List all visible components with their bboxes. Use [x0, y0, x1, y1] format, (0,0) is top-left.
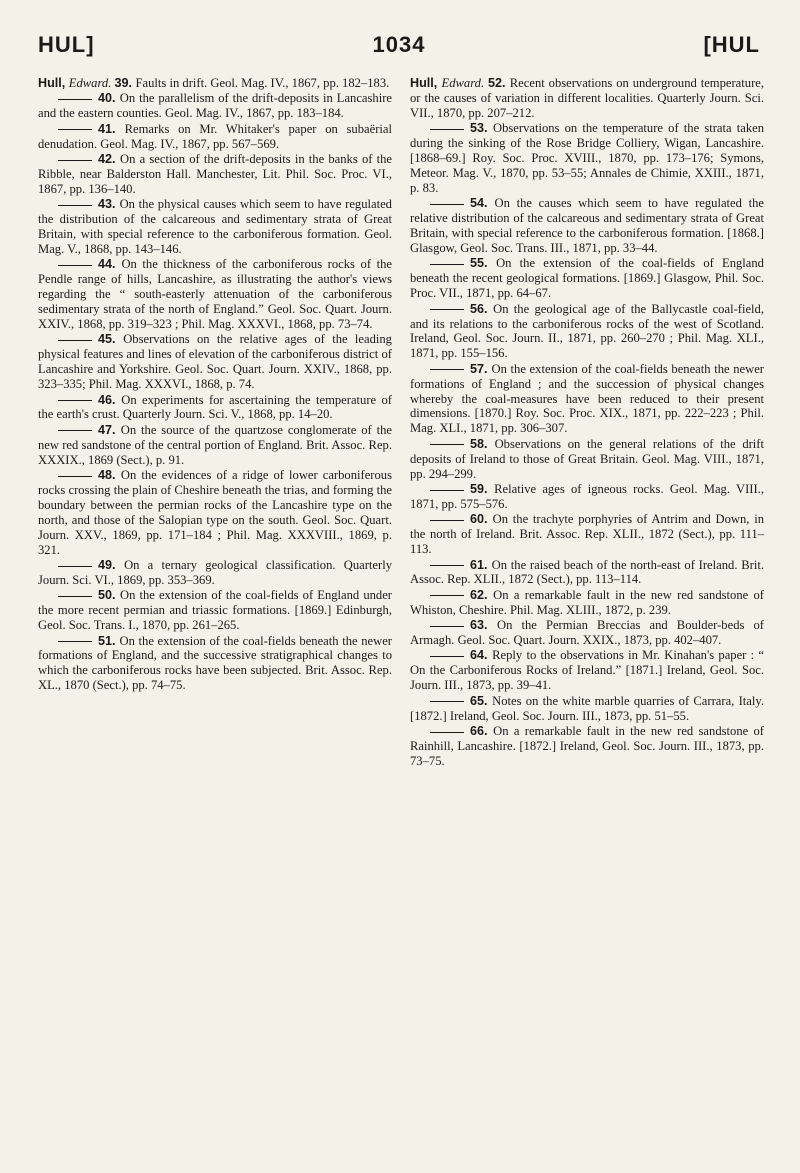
- author-surname: Hull,: [410, 76, 442, 90]
- ditto-dash: [58, 160, 92, 161]
- entry-text: On a section of the drift-deposits in the banks of the Ribble, near Balderston Hall. Manchester, Lit. Phil. Soc. Proc. VI., 1867, pp. 136–140.: [38, 152, 392, 196]
- ditto-dash: [58, 205, 92, 206]
- entry-text: Notes on the white marble quarries of Carrara, Italy. [1872.] Ireland, Geol. Soc. Journ. III., 1873, pp. 51–55.: [410, 693, 764, 723]
- bibliography-entry: [410, 512, 764, 557]
- header-left: HUL]: [38, 32, 95, 57]
- entry-text: On the trachyte porphyries of Antrim and Down, in the north of Ireland. Brit. Assoc. Rep. XLII., 1872 (Sect.), pp. 111–113.: [410, 512, 764, 557]
- entry-text: On the extension of the coal-fields of England under the more recent permian and triassic formations. [1869.] Edinburgh, Geol. Soc. Trans. I., 1870, pp. 261–265.: [38, 588, 392, 633]
- entry-text: Observations on the temperature of the strata taken during the sinking of the Rose Bridge Colliery, Wigan, Lancashire. [1868–69.] Roy. Soc. Proc. XVIII., 1870, pp. 173–176; Symons, Meteor. Mag. V., 1870, pp. 53–55; Annales de Chimie, XXIII., 1871, p. 83.: [410, 121, 765, 195]
- bibliography-entry: [38, 197, 392, 257]
- right-column: [410, 76, 764, 769]
- bibliography-entry: [38, 423, 392, 468]
- entry-text: Recent observations on underground temperature, or the causes of variation in different localities. Quarterly Journ. Sci. VII., 1870, pp. 207–212.: [410, 76, 764, 120]
- header-right: [HUL: [703, 32, 760, 57]
- bibliography-entry: [410, 618, 764, 648]
- bibliography-entry: [410, 558, 764, 588]
- ditto-dash: [430, 732, 464, 733]
- entry-text: On the evidences of a ridge of lower carboniferous rocks crossing the plain of Cheshire beneath the trias, and forming the boundary between the permian rocks of the Lancashire type on the north, and those of the Salopian type on the south. Geol. Soc. Quart. Journ. XXV., 1869, pp. 171–184 ; Phil. Mag. XXXVIII., 1869, p. 321.: [38, 468, 392, 557]
- entry-text: Observations on the general relations of the drift deposits of Ireland to those of Great Britain. Geol. Mag. VIII., 1871, pp. 294–299.: [410, 436, 764, 481]
- entry-text: On a ternary geological classification. Quarterly Journ. Sci. VI., 1869, pp. 353–369.: [38, 558, 392, 587]
- entry-number: 44.: [98, 257, 122, 272]
- entry-text: Reply to the observations in Mr. Kinahan's paper : “ On the Carboniferous Rocks of Ireland.” [1871.] Ireland, Geol. Soc. Journ. III., 1873, pp. 39–41.: [410, 648, 764, 693]
- ditto-dash: [58, 476, 92, 477]
- entry-number: 58.: [470, 436, 495, 451]
- ditto-dash: [58, 265, 92, 266]
- ditto-dash: [430, 490, 464, 491]
- ditto-dash: [430, 204, 464, 205]
- bibliography-entry: [410, 724, 764, 769]
- entry-number: 56.: [470, 301, 494, 316]
- entry-number: 66.: [470, 723, 494, 738]
- ditto-dash: [430, 595, 464, 596]
- entry-text: On the geological age of the Ballycastle coal-field, and its relations to the carboniferous rocks of the west of Scotland. Ireland, Geol. Soc. Journ. II., 1871, pp. 260–270 ; Phil. Mag. XLI., 1871, pp. 155–156.: [410, 301, 764, 361]
- author-forename: Edward.: [441, 76, 489, 90]
- entry-number: 53.: [470, 121, 494, 136]
- bibliography-entry: [410, 256, 764, 301]
- entry-text: On the extension of the coal-fields beneath the newer formations of England ; and the succession of physical changes whereby the coal-measures have been reduced to their present dimensions. [1870.] Roy. Soc. Proc. XIX., 1871, pp. 222–223 ; Phil. Mag. XLI., 1871, pp. 306–307.: [410, 361, 764, 436]
- ditto-dash: [430, 264, 464, 265]
- entry-number: 64.: [470, 648, 493, 663]
- entry-text: On the extension of the coal-fields beneath the newer formations of England, and the successive stratigraphical changes to which the carboniferous rocks have been subjected. Brit. Assoc. Rep. XL., 1870 (Sect.), pp. 74–75.: [38, 633, 392, 693]
- entry-number: 52.: [488, 76, 510, 90]
- entry-text: On the Permian Breccias and Boulder-beds of Armagh. Geol. Soc. Quart. Journ. XXIX., 1873, pp. 402–407.: [410, 618, 764, 648]
- entry-number: 41.: [98, 121, 125, 136]
- entry-text: On experiments for ascertaining the temperature of the earth's crust. Quarterly Journ. Sci. V., 1868, pp. 14–20.: [38, 392, 392, 422]
- entry-number: 59.: [470, 481, 495, 496]
- entry-number: 45.: [98, 332, 124, 347]
- ditto-dash: [430, 369, 464, 370]
- bibliography-entry: [410, 482, 764, 512]
- entry-number: 62.: [470, 587, 494, 602]
- bibliography-entry: [38, 588, 392, 633]
- ditto-dash: [430, 656, 464, 657]
- entry-number: 65.: [470, 693, 493, 708]
- bibliography-entry: [410, 694, 764, 724]
- entry-number: 49.: [98, 558, 125, 572]
- entry-text: On the causes which seem to have regulated the relative distribution of the calcareous and sedimentary strata of Great Britain, with special reference to the carboniferous formation. [1868.] Glasgow, Geol. Soc. Trans. III., 1871, pp. 33–44.: [410, 196, 764, 255]
- bibliography-entry: [410, 362, 764, 437]
- page-header: [38, 32, 760, 62]
- bibliography-entry: [38, 257, 392, 332]
- bibliography-entry: [38, 332, 392, 392]
- entry-text: On the source of the quartzose conglomerate of the new red sandstone of the central portion of England. Brit. Assoc. Rep. XXXIX., 1869 (Sect.), p. 91.: [38, 422, 392, 467]
- entry-number: 63.: [470, 618, 497, 633]
- entry-text: On a remarkable fault in the new red sandstone of Rainhill, Lancashire. [1872.] Ireland, Geol. Soc. Journ. III., 1873, pp. 73–75.: [410, 723, 764, 768]
- entry-number: 54.: [470, 196, 495, 211]
- bibliography-entry: [38, 634, 392, 694]
- entry-number: 47.: [98, 422, 121, 437]
- ditto-dash: [430, 444, 464, 445]
- ditto-dash: [58, 641, 92, 642]
- entry-number: 51.: [98, 633, 120, 648]
- page-number: 1034: [372, 32, 426, 57]
- bibliography-entry: [38, 393, 392, 423]
- bibliography-entry: [410, 76, 764, 121]
- author-forename: Edward.: [68, 76, 115, 90]
- entry-text: On the raised beach of the north-east of Ireland. Brit. Assoc. Rep. XLII., 1872 (Sect.), pp. 113–114.: [410, 557, 764, 587]
- entry-number: 46.: [98, 392, 122, 407]
- ditto-dash: [430, 701, 464, 702]
- bibliography-entry: [38, 122, 392, 152]
- ditto-dash: [430, 129, 464, 130]
- bibliography-entry: [410, 121, 764, 196]
- bibliography-entry: [38, 152, 392, 197]
- entry-text: Relative ages of igneous rocks. Geol. Mag. VIII., 1871, pp. 575–576.: [410, 481, 764, 511]
- bibliography-entry: [410, 437, 764, 482]
- entry-text: Faults in drift. Geol. Mag. IV., 1867, pp. 182–183.: [135, 76, 390, 90]
- bibliography-entry: [410, 196, 764, 256]
- ditto-dash: [430, 565, 464, 566]
- ditto-dash: [58, 99, 92, 100]
- entry-text: On the parallelism of the drift-deposits in Lancashire and the eastern counties. Geol. Mag. IV., 1867, pp. 183–184.: [38, 91, 392, 121]
- bibliography-entry: [410, 302, 764, 362]
- bibliography-entry: [38, 468, 392, 557]
- bibliography-entry: [38, 558, 392, 588]
- author-surname: Hull,: [38, 76, 69, 90]
- entry-number: 50.: [98, 588, 120, 603]
- ditto-dash: [58, 430, 92, 431]
- bibliography-entry: [410, 588, 764, 618]
- entry-number: 57.: [470, 361, 492, 376]
- ditto-dash: [58, 340, 92, 341]
- entry-number: 60.: [470, 512, 493, 527]
- entry-number: 61.: [470, 557, 492, 572]
- ditto-dash: [430, 520, 464, 521]
- ditto-dash: [58, 566, 92, 567]
- entry-text: On the thickness of the carboniferous rocks of the Pendle range of hills, Lancashire, as illustrating the author's views regarding the “ south-easterly attenuation of the carboniferous sedimentary strata of the north of England.” Geol. Soc. Quart. Journ. XXIV., 1868, pp. 319–323 ; Phil. Mag. XXXVI., 1868, pp. 73–74.: [38, 257, 392, 331]
- ditto-dash: [58, 129, 92, 130]
- entry-text: On the physical causes which seem to have regulated the distribution of the calcareous and sedimentary strata of Great Britain, with special reference to the carboniferous formation. Geol. Mag. V., 1868, pp. 143–146.: [38, 197, 392, 256]
- ditto-dash: [58, 400, 92, 401]
- entry-number: 40.: [98, 91, 120, 106]
- entry-text: Remarks on Mr. Whitaker's paper on subaërial denudation. Geol. Mag. IV., 1867, pp. 567–569.: [38, 121, 392, 151]
- entry-number: 42.: [98, 152, 121, 167]
- bibliography-entry: [410, 648, 764, 693]
- entry-number: 39.: [114, 76, 136, 90]
- ditto-dash: [58, 596, 92, 597]
- bibliography-entry: [38, 91, 392, 121]
- entry-number: 55.: [470, 256, 497, 271]
- entry-text: On a remarkable fault in the new red sandstone of Whiston, Cheshire. Phil. Mag. XLIII., 1872, p. 239.: [410, 587, 764, 617]
- ditto-dash: [430, 309, 464, 310]
- ditto-dash: [430, 626, 464, 627]
- entry-text: On the extension of the coal-fields of England beneath the recent geological formations. [1869.] Glasgow, Phil. Soc. Proc. VII., 1871, pp. 64–67.: [410, 256, 764, 301]
- bibliography-entry: [38, 76, 392, 91]
- entry-number: 43.: [98, 197, 120, 212]
- entry-number: 48.: [98, 468, 121, 483]
- entry-text: Observations on the relative ages of the leading physical features and lines of elevation of the carboniferous district of Lancashire and Yorkshire. Geol. Soc. Quart. Journ. XXIV., 1868, pp. 323–335; Phil. Mag. XXXVI., 1868, p. 74.: [38, 332, 392, 392]
- left-column: [38, 76, 392, 694]
